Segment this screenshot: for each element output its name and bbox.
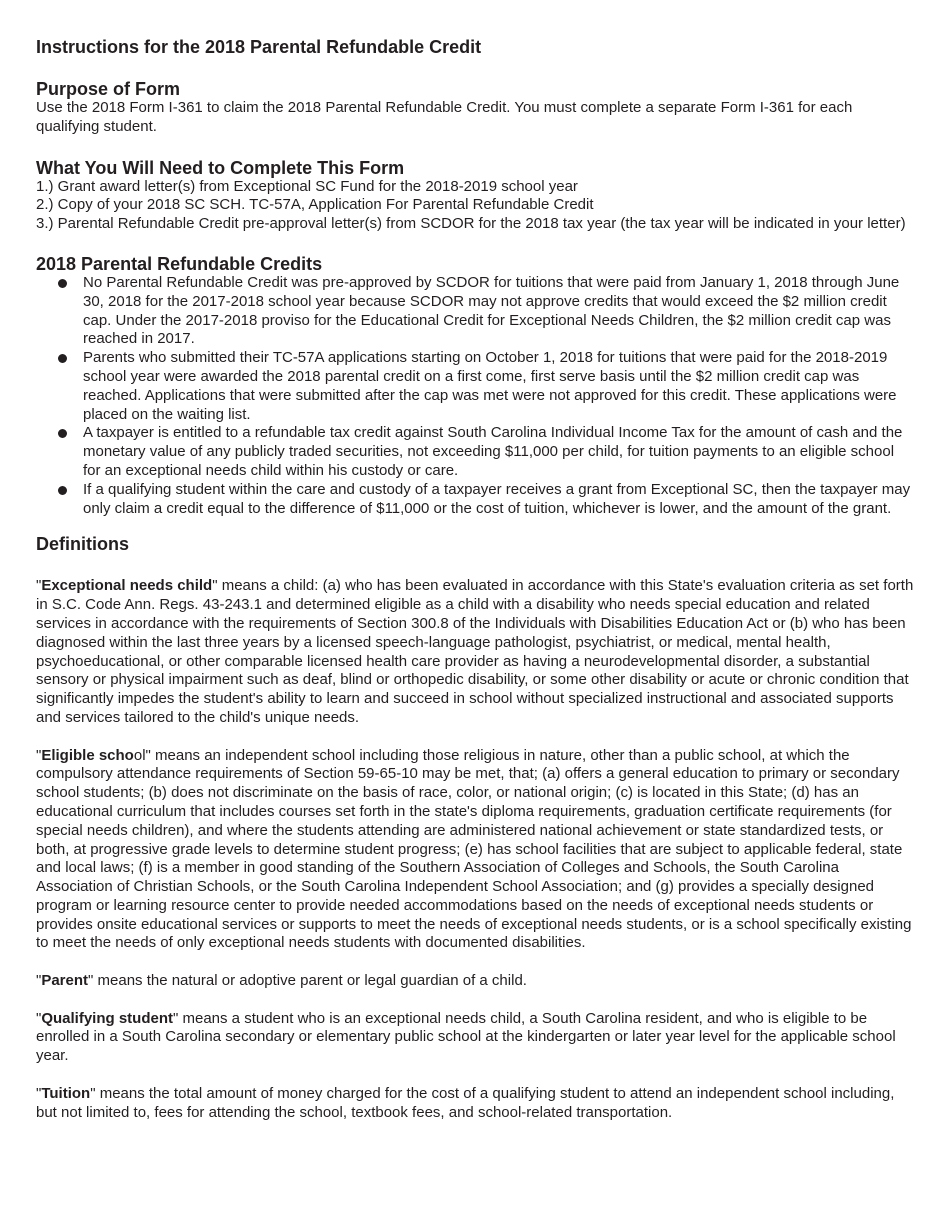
definition-term: Exceptional needs child bbox=[41, 577, 213, 595]
purpose-section bbox=[36, 79, 914, 137]
credits-list bbox=[36, 274, 914, 518]
definition-open-quote: " bbox=[36, 577, 42, 595]
requirement-item: 1.) Grant award letter(s) from Exceptional SC Fund for the 2018-2019 school year bbox=[36, 177, 578, 195]
credits-item-text: Parents who submitted their TC-57A applications starting on October 1, 2018 for tuitions that were paid for the 2018-2019 school year were awarded the 2018 parental credit on a first come, first serve basis until the $2 million credit cap was reached. Applications that were submitted after the cap was met were not approved for this credit. These applications were placed on the waiting list. bbox=[83, 349, 897, 423]
definition-parent bbox=[36, 972, 914, 991]
bullet-icon bbox=[58, 279, 67, 288]
document-title: Instructions for the 2018 Parental Refundable Credit bbox=[36, 37, 482, 57]
credits-section bbox=[36, 254, 914, 518]
definition-open-quote: " bbox=[36, 1009, 42, 1027]
bullet-icon bbox=[58, 354, 67, 363]
definition-text: " means the total amount of money charged for the cost of a qualifying student to attend an independent school including, but not limited to, fees for attending the school, textbook fees, and school-related transportation. bbox=[36, 1084, 895, 1121]
definition-text: " means a student who is an exceptional needs child, a South Carolina resident, and who is eligible to be enrolled in a South Carolina secondary or elementary public school at the kindergarten or later year level for the applicable school year. bbox=[36, 1009, 896, 1065]
definitions-section bbox=[36, 534, 914, 1122]
definition-text: " means the natural or adoptive parent or legal guardian of a child. bbox=[88, 972, 527, 990]
definition-open-quote: " bbox=[36, 1084, 42, 1102]
credits-list-item bbox=[36, 274, 914, 349]
definition-exceptional-needs-child bbox=[36, 577, 914, 727]
credits-item-text: A taxpayer is entitled to a refundable tax credit against South Carolina Individual Income Tax for the amount of cash and the monetary value of any publicly traded securities, not exceeding $11,000 per child, for tuition payments to an eligible school for an exceptional needs child within his custody or care. bbox=[83, 424, 903, 479]
bullet-icon bbox=[58, 486, 67, 495]
purpose-heading: Purpose of Form bbox=[36, 79, 181, 99]
requirements-heading: What You Will Need to Complete This Form bbox=[36, 157, 405, 178]
definition-term: Eligible scho bbox=[41, 746, 134, 764]
definition-qualifying-student bbox=[36, 1010, 914, 1066]
definitions-heading: Definitions bbox=[36, 534, 129, 555]
definition-term: Qualifying student bbox=[41, 1009, 173, 1027]
definition-open-quote: " bbox=[36, 972, 42, 990]
credits-list-item bbox=[36, 349, 914, 424]
credits-heading: 2018 Parental Refundable Credits bbox=[36, 253, 323, 274]
credits-list-item bbox=[36, 481, 914, 519]
requirement-item: 3.) Parental Refundable Credit pre-approval letter(s) from SCDOR for the 2018 tax year (the tax year will be indicated in your letter) bbox=[36, 215, 906, 233]
requirement-item: 2.) Copy of your 2018 SC SCH. TC-57A, Application For Parental Refundable Credit bbox=[36, 196, 594, 214]
definition-tuition bbox=[36, 1085, 914, 1123]
bullet-icon bbox=[58, 429, 67, 438]
definition-term: Parent bbox=[41, 972, 89, 990]
purpose-text: Use the 2018 Form I-361 to claim the 2018 Parental Refundable Credit. You must complete a separate Form I-361 for each qualifying student. bbox=[36, 99, 853, 135]
definition-text: ol" means an independent school including those religious in nature, other than a public school, at which the compulsory attendance requirements of Section 59-65-10 may be met, that; (a) offers a general education to primary or secondary school students; (b) does not discriminate on the basis of race, color, or national origin; (c) is located in this State; (d) has an educational curriculum that includes courses set forth in the state's diploma requirements, graduation certificate requirements (for special needs children), and where the students attending are administered national achievement or state standardized tests, or both, at progressive grade levels to determine student progress; (e) has school facilities that are subject to applicable federal, state and local laws; (f) is a member in good standing of the Southern Association of Colleges and Schools, the South Carolina Association of Christian Schools, or the South Carolina Independent School Association; and (g) provides a specially designed program or learning resource center to provide needed accommodations based on the needs of exceptional needs students or provides onsite educational services or supports to meet the needs of exceptional needs students, or is a school specifically existing to meet the needs of only exceptional needs students with documented disabilities. bbox=[36, 746, 912, 952]
definition-text: " means a child: (a) who has been evaluated in accordance with this State's evaluation criteria as set forth in S.C. Code Ann. Regs. 43-243.1 and determined eligible as a child with a disability who needs special education and related services in accordance with the requirements of Section 300.8 of the Individuals with Disabilities Education Act or (b) who has been diagnosed within the last three years by a licensed speech-language pathologist, psychiatrist, or medical, mental health, psychoeducational, or other comparable licensed health care provider as having a neurodevelopmental disorder, a substantial sensory or physical impairment such as deaf, blind or orthopedic disability, or some other disability or acute or chronic condition that significantly impedes the student's ability to learn and succeed in school without specialized instructional and associated supports and services tailored to the child's unique needs. bbox=[36, 577, 914, 726]
credits-item-text: No Parental Refundable Credit was pre-approved by SCDOR for tuitions that were paid from January 1, 2018 through June 30, 2018 for the 2017-2018 school year because SCDOR may not approve credits that would exceed the $2 million credit cap. Under the 2017-2018 proviso for the Educational Credit for Exceptional Needs Children, the $2 million credit cap was reached in 2017. bbox=[83, 273, 900, 348]
credits-item-text: If a qualifying student within the care and custody of a taxpayer receives a grant from Exceptional SC, then the taxpayer may only claim a credit equal to the difference of $11,000 or the cost of tuition, whichever is lower, and the amount of the grant. bbox=[83, 480, 911, 517]
requirements-section bbox=[36, 158, 914, 234]
definition-eligible-school bbox=[36, 747, 914, 954]
definition-open-quote: " bbox=[36, 746, 42, 764]
credits-list-item bbox=[36, 424, 914, 480]
definition-term: Tuition bbox=[41, 1084, 91, 1102]
